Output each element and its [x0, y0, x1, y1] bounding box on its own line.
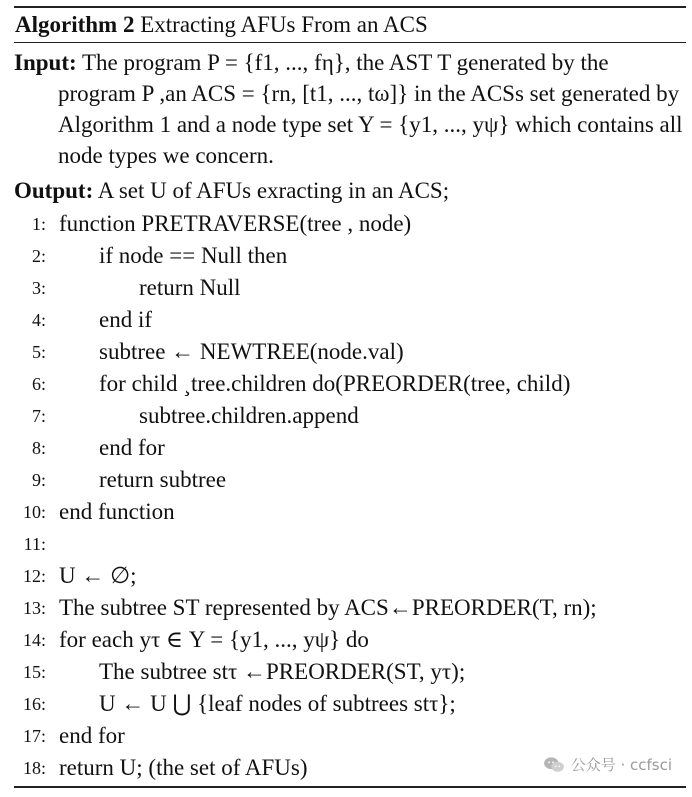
- line-number: 2:: [31, 246, 46, 266]
- line-number: 8:: [31, 438, 46, 458]
- line-number: 16:: [22, 694, 46, 714]
- line-number: 4:: [31, 310, 46, 330]
- line-code: subtree ← NEWTREE(node.val): [99, 339, 404, 364]
- line-code: end for: [59, 723, 125, 748]
- line-code: function PRETRAVERSE(tree , node): [59, 211, 412, 236]
- input-label: Input:: [14, 50, 77, 75]
- watermark-text: 公众号 · ccfsci: [570, 756, 672, 774]
- line-code: The subtree stτ ←PREORDER(ST, yτ);: [99, 659, 466, 684]
- line-number: 7:: [31, 406, 46, 426]
- line-code: return subtree: [99, 467, 227, 492]
- algorithm-label: Algorithm 2: [15, 12, 135, 37]
- algorithm-title-text: Extracting AFUs From an ACS: [140, 12, 428, 37]
- wechat-icon: [543, 756, 565, 774]
- watermark: [543, 754, 672, 775]
- input-paragraph: [14, 47, 686, 171]
- output-text: A set U of AFUs exracting in an ACS;: [97, 178, 450, 203]
- line-code: return U; (the set of AFUs): [59, 755, 308, 780]
- line-code: end if: [99, 307, 153, 332]
- output-paragraph: [14, 175, 686, 206]
- line-number: 15:: [22, 662, 46, 682]
- input-block: [14, 47, 686, 171]
- algorithm-title: [15, 10, 428, 40]
- line-code: for each yτ ∈ Y = {y1, ..., yψ} do: [59, 627, 369, 652]
- line-code: end function: [59, 499, 175, 524]
- line-code: if node == Null then: [99, 243, 288, 268]
- line-number: 6:: [31, 374, 46, 394]
- line-code: for child ¸tree.children do(PREORDER(tree, child): [99, 371, 571, 396]
- line-number: 9:: [31, 470, 46, 490]
- line-code: The subtree ST represented by ACS←PREORDER(T, rn);: [59, 595, 597, 620]
- line-code: subtree.children.append: [139, 403, 359, 428]
- input-text: The program P = {f1, ..., fη}, the AST T generated by the program P ,an ACS = {rn, [t1, ..., tω]} in the ACSs set generated by Algorithm 1 and a node type set Y = {y1, ..., yψ} which contains all node types we concern.: [58, 50, 683, 168]
- output-label: Output:: [14, 178, 94, 203]
- line-number: 17:: [22, 726, 46, 746]
- line-code: end for: [99, 435, 165, 460]
- output-block: [14, 175, 686, 206]
- line-code: return Null: [139, 275, 241, 300]
- line-code: U ← ∅;: [59, 563, 137, 588]
- line-number: 3:: [31, 278, 46, 298]
- line-number: 14:: [22, 630, 46, 650]
- line-number: 5:: [31, 342, 46, 362]
- line-number: 12:: [22, 566, 46, 586]
- line-number: 10:: [22, 502, 46, 522]
- line-code: U ← U ⋃ {leaf nodes of subtrees stτ};: [99, 691, 456, 716]
- top-rule: [14, 6, 686, 8]
- line-number: 18:: [22, 758, 46, 778]
- line-number: 13:: [22, 598, 46, 618]
- line-number: 11:: [23, 534, 46, 554]
- line-number: 1:: [31, 214, 46, 234]
- bottom-rule: [14, 786, 686, 788]
- title-rule: [14, 42, 686, 43]
